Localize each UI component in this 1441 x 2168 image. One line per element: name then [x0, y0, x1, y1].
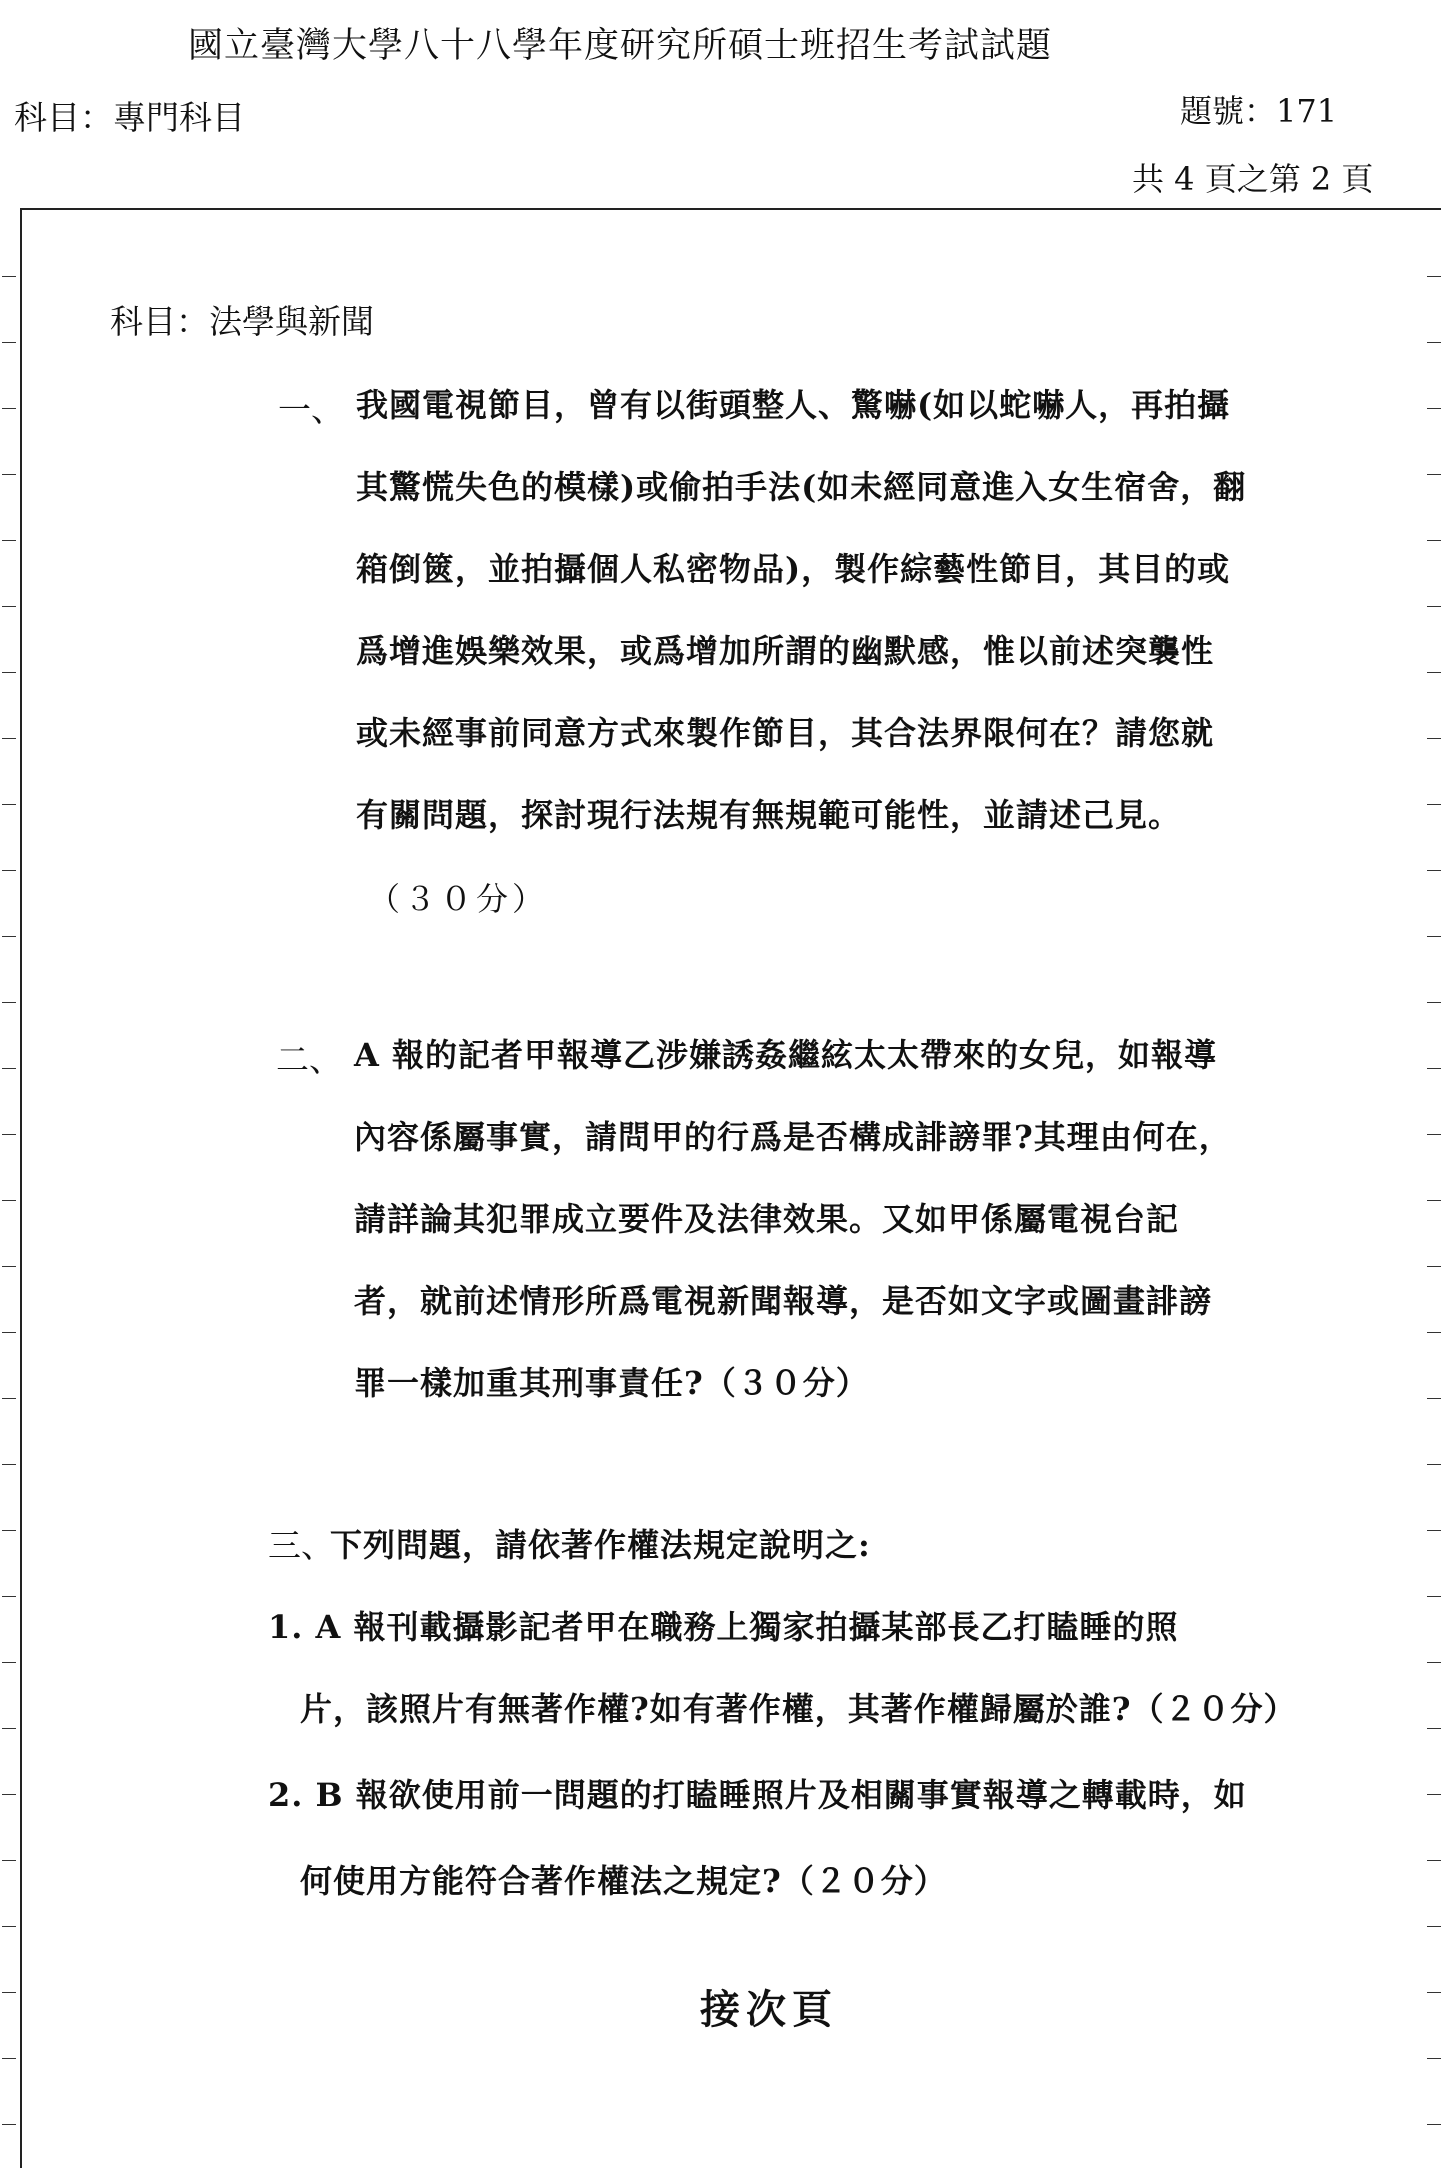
frame-tick — [1427, 2124, 1441, 2125]
frame-tick — [1427, 342, 1441, 343]
frame-tick — [1427, 672, 1441, 673]
question-3-item-2-line: 2. B 報欲使用前一問題的打瞌睡照片及相關事實報導之轉載時，如 — [268, 1776, 1247, 1814]
question-2-line: 內容係屬事實，請問甲的行爲是否構成誹謗罪?其理由何在， — [354, 1118, 1232, 1156]
question-1-line: 其驚慌失色的模樣)或偷拍手法(如未經同意進入女生宿舍，翻 — [356, 468, 1247, 506]
continue-next-page: 接次頁 — [700, 1986, 838, 2033]
frame-tick — [1427, 804, 1441, 805]
subject-header: 科目：專門科目 — [14, 98, 245, 137]
frame-tick — [2, 1266, 16, 1267]
frame-tick — [1427, 474, 1441, 475]
frame-tick — [1427, 1926, 1441, 1927]
frame-tick — [2, 1332, 16, 1333]
frame-tick — [2, 606, 16, 607]
frame-tick — [1427, 1200, 1441, 1201]
frame-tick — [1427, 1860, 1441, 1861]
frame-tick — [1427, 1068, 1441, 1069]
question-1-line: 或未經事前同意方式來製作節目，其合法界限何在？請您就 — [356, 714, 1215, 752]
frame-tick — [1427, 1596, 1441, 1597]
frame-tick — [2, 1992, 16, 1993]
frame-tick — [1427, 1002, 1441, 1003]
page-indicator: 共 4 頁之第 2 頁 — [1132, 160, 1374, 198]
question-3-item-1-line: 1. A 報刊載攝影記者甲在職務上獨家拍攝某部長乙打瞌睡的照 — [268, 1608, 1179, 1646]
frame-tick — [2, 342, 16, 343]
frame-tick — [1427, 738, 1441, 739]
frame-tick — [2, 672, 16, 673]
question-3-item-1-line: 片，該照片有無著作權?如有著作權，其著作權歸屬於誰?（２０分） — [300, 1690, 1297, 1728]
question-1-line: 有關問題，探討現行法規有無規範可能性，並請述己見。 — [356, 796, 1182, 834]
frame-tick — [1427, 1134, 1441, 1135]
question-1-score: （３０分） — [368, 880, 549, 918]
frame-tick — [2, 408, 16, 409]
frame-tick — [2, 1200, 16, 1201]
question-1-line: 箱倒篋，並拍攝個人私密物品)，製作綜藝性節目，其目的或 — [356, 550, 1231, 588]
frame-tick — [2, 738, 16, 739]
frame-tick — [2, 1398, 16, 1399]
frame-tick — [1427, 1794, 1441, 1795]
frame-tick — [2, 540, 16, 541]
frame-tick — [2, 1596, 16, 1597]
frame-tick — [1427, 606, 1441, 607]
frame-tick — [2, 1860, 16, 1861]
frame-tick — [1427, 408, 1441, 409]
frame-tick — [1427, 936, 1441, 937]
frame-tick — [1427, 1332, 1441, 1333]
frame-tick — [1427, 1728, 1441, 1729]
question-3-number: 三、 — [268, 1526, 334, 1565]
question-2-line: 罪一樣加重其刑事責任?（３０分） — [354, 1364, 869, 1402]
frame-tick — [2, 474, 16, 475]
frame-tick — [2, 870, 16, 871]
frame-tick — [2, 1068, 16, 1069]
frame-tick — [1427, 1662, 1441, 1663]
frame-tick — [1427, 2058, 1441, 2059]
section-subject: 科目：法學與新聞 — [110, 302, 374, 341]
frame-tick — [2, 1002, 16, 1003]
question-2-line: 者，就前述情形所爲電視新聞報導，是否如文字或圖畫誹謗 — [354, 1282, 1213, 1320]
frame-tick — [2, 1662, 16, 1663]
frame-tick — [1427, 1398, 1441, 1399]
frame-tick — [1427, 1464, 1441, 1465]
question-1-line: 我國電視節目，曾有以街頭整人、驚嚇(如以蛇嚇人，再拍攝 — [356, 386, 1231, 424]
question-3-intro: 下列問題，請依著作權法規定說明之: — [330, 1526, 871, 1564]
frame-tick — [2, 1926, 16, 1927]
frame-tick — [2, 804, 16, 805]
frame-tick — [2, 1794, 16, 1795]
frame-tick — [2, 276, 16, 277]
frame-tick — [2, 1530, 16, 1531]
frame-tick — [2, 1728, 16, 1729]
frame-tick — [2, 936, 16, 937]
question-1-line: 爲增進娛樂效果，或爲增加所謂的幽默感，惟以前述突襲性 — [356, 632, 1215, 670]
question-2-line: A 報的記者甲報導乙涉嫌誘姦繼絃太太帶來的女兒，如報導 — [354, 1036, 1217, 1074]
frame-tick — [2, 2058, 16, 2059]
frame-tick — [2, 2124, 16, 2125]
frame-tick — [1427, 1992, 1441, 1993]
question-2-line: 請詳論其犯罪成立要件及法律效果。又如甲係屬電視台記 — [354, 1200, 1180, 1238]
frame-tick — [1427, 276, 1441, 277]
question-2-number: 二、 — [276, 1040, 342, 1079]
frame-tick — [2, 1464, 16, 1465]
frame-tick — [1427, 870, 1441, 871]
question-number: 題號：171 — [1180, 92, 1338, 130]
frame-tick — [1427, 540, 1441, 541]
question-3-item-2-line: 何使用方能符合著作權法之規定?（２０分） — [300, 1862, 947, 1900]
question-1-number: 一、 — [278, 390, 344, 429]
exam-title: 國立臺灣大學八十八學年度研究所碩士班招生考試試題 — [188, 26, 1053, 66]
frame-tick — [2, 1134, 16, 1135]
frame-tick — [1427, 1266, 1441, 1267]
frame-tick — [1427, 1530, 1441, 1531]
